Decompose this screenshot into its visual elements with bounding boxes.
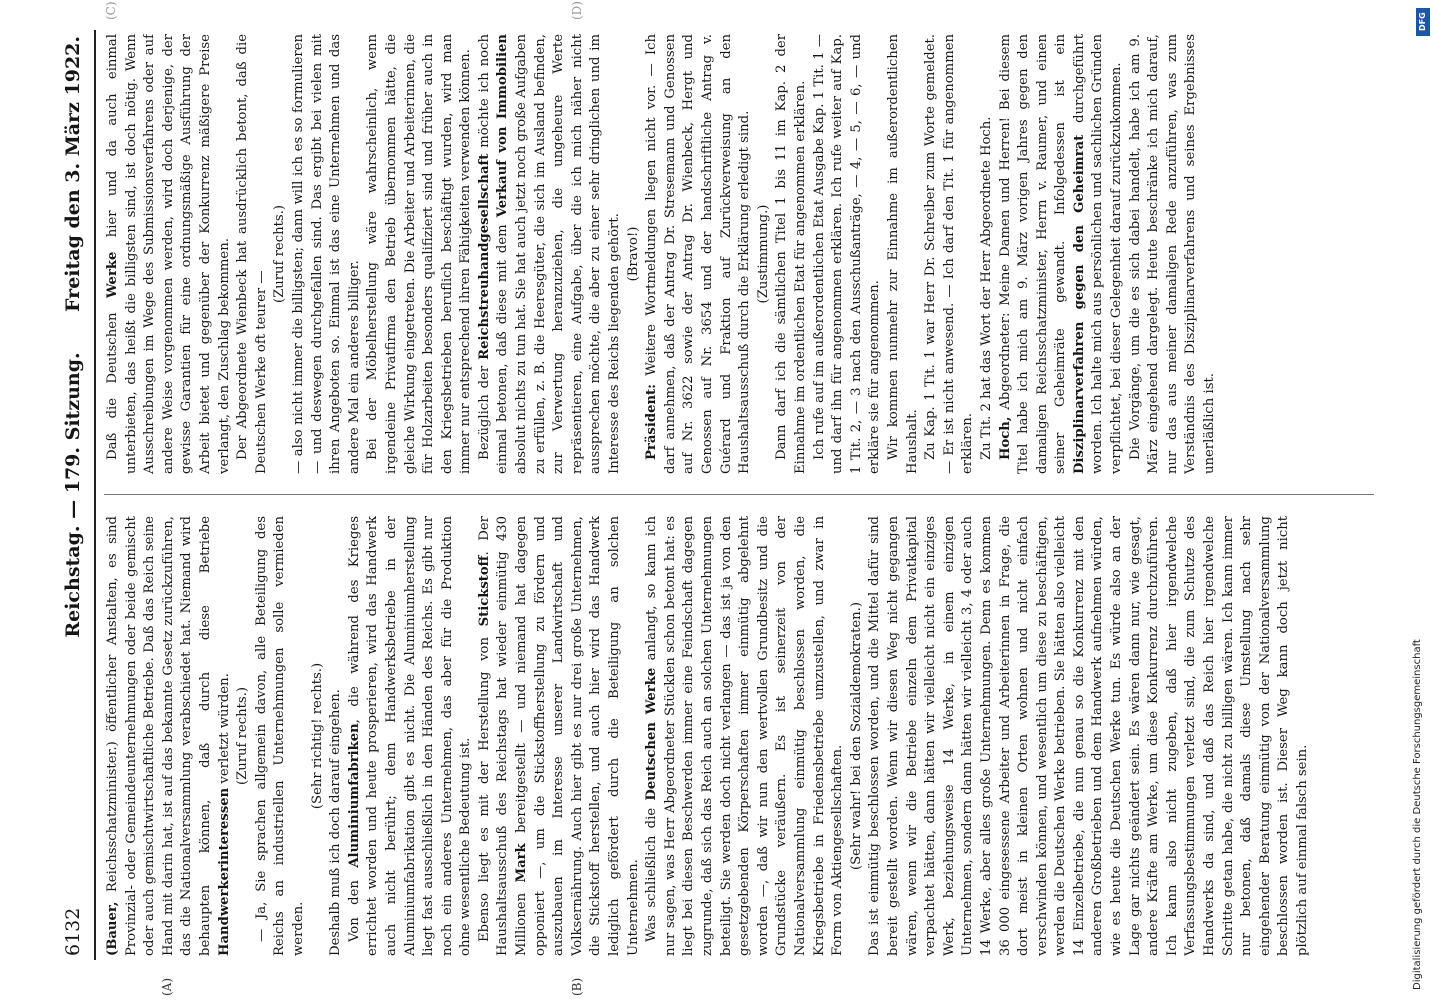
right-column (104, 34, 1374, 474)
session-title: Reichstag. — 179. Sitzung. (62, 352, 84, 638)
paragraph: Dann darf ich die sämtlichen Titel 1 bis 11 im Kap. 2 der Einnahme im ordentlichen Etat für angenommen erklären. (774, 34, 808, 474)
paragraph: Bezüglich der Reichstreuhandgesellschaft möchte ich noch einmal betonen, daß diese mit dem Verkauf von Immobilien absolut nichts zu tun hat. Sie hat auch jetzt noch große Aufgaben zu erfüllen, z. B. die Heeresgüter, die sich im Ausland befinden, zur Verwertung heranzuziehen, die ungeheure Werte repräsentieren, eine Aufgabe, über die ich mich näher nicht aussprechen möchte, die aber zu einer sehr dringlichen und im Interesse des Reichs liegenden gehört. (476, 34, 623, 474)
page-number: 6132 (62, 907, 84, 956)
interjection: (Zuruf rechts.) (272, 204, 288, 304)
margin-marker-c: (C) (104, 1, 118, 20)
paragraph: (Bauer, Reichsschatzminister.) öffentlicher Anstalten, es sind Provinzial- oder Gemeindeunternehmungen oder beide gemischt oder auch gemischtwirtschaftliche Betriebe. Daß das Reich seine Hand mit darin hat, ist auf das bekannte Gesetz zurückzuführen, das die Nationalversammlung verabschiedet hat. Niemand wird behaupten können, daß durch diese Betriebe Handwerkerinteressen verletzt würden. (105, 516, 232, 956)
paragraph: Präsident: Weitere Wortmeldungen liegen nicht vor. — Ich darf annehmen, daß der Antrag Dr. Stresemann und Genossen auf Nr. 3622 sowie der Antrag Dr. Wienbeck, Hergt und Genossen auf Nr. 3654 und der handschriftliche Antrag v. Guérard und Fraktion auf Zurückverweisung an den Haushaltsausschuß durch die Erklärung erledigt sind. (644, 34, 753, 474)
paragraph: Ebenso liegt es mit der Herstellung von Stickstoff. Der Haushaltsausschuß des Reichstags hat wieder einmütig 430 Millionen Mark bereitgestellt — und niemand hat dagegen opponiert —, um die Stickstoffherstellung zu fördern und auszubauen im Interesse unserer Landwirtschaft und Volksernährung. Auch hier gibt es nur drei große Unternehmen, die Stickstoff herstellen, und auch hier wird das Handwerk lediglich gefördert durch die Beteiligung an solchen Unternehmen. (476, 516, 641, 956)
dfg-logo: DFG (1416, 8, 1430, 36)
interjection: (Zustimmung.) (755, 204, 771, 304)
document-page (50, 1, 1390, 996)
paragraph: Zu Kap. 1 Tit. 1 war Herr Dr. Schreiber zum Worte gemeldet. — Er ist nicht anwesend. — Ich darf den Tit. 1 für angenommen erklären. (923, 34, 976, 474)
margin-marker-b: (B) (570, 977, 584, 996)
margin-marker-d: (D) (570, 1, 584, 20)
paragraph: Daß die Deutschen Werke hier und da auch einmal unterbieten, das heißt die billigsten sind, ist doch nötig. Wenn Ausschreibungen im Wege des Submissionsverfahrens oder auf andere Weise vorgenommen werden, wird doch derjenige, der gewisse Garantien für eine ordnungsmäßige Ausführung der Arbeit bietet und gegenüber der Konkurrenz mäßigere Preise verlangt, den Zuschlag bekommen. (105, 34, 232, 474)
margin-marker-a: (A) (160, 977, 174, 996)
paragraph: Die Vorgänge, um die es sich dabei handelt, habe ich am 9. März eingehend dargelegt. Heute beschränke ich mich darauf, nur das aus meiner damaligen Rede anzuführen, was zum Verständnis des Disziplinarverfahrens und seines Ergebnisses unerläßlich ist. (1127, 34, 1218, 474)
paragraph: Das ist einmütig beschlossen worden, und die Mittel dafür sind bereit gestellt worden. Wenn wir diesen Weg nicht gegangen wären, wenn wir die Betriebe einzeln dem Privatkapital verpachtet hätten, dann hätten wir vielleicht nicht ein einziges Werk, beziehungsweise 14 Werke, in einem einzigen Unternehmen, sondern dann hätten wir vielleicht 3, 4 oder auch 14 Werke, aber alles große Unternehmungen. Denn es kommen 36 000 eingesessene Arbeiter und Arbeiterinnen in Frage, die dort meist in kleinen Orten wohnen und nicht einfach verschwinden können, und wesentlich um diese zu beschäftigen, werden die Deutschen Werke betrieben. Sie hätten also vielleicht 14 Einzelbetriebe, die nun genau so die Konkurrenz mit den anderen Großbetrieben und dem Handwerk aufnehmen würden, wie es heute die Deutschen Werke tun. Es würde also an der Lage gar nichts geändert sein. Es wären dann nur, wie gesagt, andere Kräfte am Werke, um diese Konkurrenz durchzuführen. Ich kann also nicht zugeben, daß hier irgendwelche Verfassungsbestimmungen verletzt sind, die zum Schutze des Handwerks da sind, und daß das Reich hier irgendwelche Schritte getan habe, die nicht zu billigen wären. Ich kann immer nur betonen, daß damals diese Umstellung nach sehr eingehender Beratung einmütig von der Nationalversammlung beschlossen worden ist. Dieser Weg kann doch jetzt nicht plötzlich auf einmal falsch sein. (867, 516, 1310, 956)
paragraph: Hoch, Abgeordneter: Meine Damen und Herren! Bei diesem Titel habe ich mich am 9. März vorigen Jahres gegen den damaligen Reichsschatzminister, Herrn v. Raumer, und einen seiner Geheimräte gewandt. Infolgedessen ist ein Disziplinarverfahren gegen den Geheimrat durchgeführt worden. Ich halte mich aus persönlichen und sachlichen Gründen verpflichtet, bei dieser Gelegenheit darauf zurückzukommen. (997, 34, 1125, 474)
interjection: (Zuruf rechts.) (235, 686, 251, 786)
paragraph: Deshalb muß ich doch darauf eingehen. (328, 689, 344, 956)
paragraph: Bei der Möbelherstellung wäre wahrscheinlich, wenn irgendeine Privatfirma den Betrieb übernommen hätte, die gleiche Wirkung eingetreten. Die Arbeiter und Arbeiterinnen, die für Holzarbeiten besonders qualifiziert sind und früher auch in den Kriegsbetrieben beruflich beschäftigt wurden, wird man immer nur entsprechend ihren Fähigkeiten verwenden können. (365, 34, 474, 474)
paragraph: Zu Tit. 2 hat das Wort der Herr Abgeordnete Hoch. (978, 116, 994, 460)
interjection: (Sehr wahr! bei den Sozialdemokraten.) (848, 602, 864, 870)
column-divider (104, 494, 1374, 495)
interjection: (Bravo!) (625, 226, 641, 282)
paragraph: Von den Aluminiumfabriken, die während des Krieges errichtet worden und heute prosperieren, wird das Handwerk auch nicht berührt; denn Handwerksbetriebe in der Aluminiumfabrikation gibt es nicht. Die Aluminiumherstellung liegt fast ausschließlich in den Händen des Reichs. Es gibt nur noch ein anderes Unternehmen, das aber für die Produktion ohne wesentliche Bedeutung ist. (346, 516, 474, 956)
digitization-credit: Digitalisierung gefördert durch die Deutsche Forschungsgemeinschaft (1412, 639, 1423, 990)
paragraph: Ich rufe auf im außerordentlichen Etat Ausgabe Kap. 1 Tit. 1 — und darf ihn für angenommen erklären. Ich rufe weiter auf Kap. 1 Tit. 2, — 3 nach den Ausschußanträge, — 4, — 5, — 6, — und erkläre sie für angenommen. (811, 34, 883, 474)
paragraph: — Ja, Sie sprachen allgemein davon, alle Beteiligung des Reichs an industriellen Unternehmungen solle vermieden werden. (253, 516, 306, 956)
page-header (50, 30, 96, 960)
paragraph: Wir kommen nunmehr zur Einnahme im außerordentlichen Haushalt. (885, 34, 920, 474)
paragraph: Der Abgeordnete Wienbeck hat ausdrücklich betont, daß die Deutschen Werke oft teurer — (235, 34, 269, 474)
session-date: Freitag den 3. März 1922. (62, 36, 84, 312)
paragraph: Was schließlich die Deutschen Werke anlangt, so kann ich nur sagen, was Herr Abgeordneter Stücklen schon betont hat: es liegt bei diesen Beschwerden immer eine Feindschaft dagegen zugrunde, daß sich das Reich auch an solchen Unternehmungen beteiligt. Sie werden doch nicht verlangen — das ist ja von den gesetzgebenden Körperschaften immer einmütig abgelehnt worden —, daß wir nun den wertvollen Grundbesitz und die Grundstücke veräußern. Es ist seinerzeit von der Nationalversammlung einmütig beschlossen worden, die Kriegsbetriebe in Friedensbetriebe umzustellen, und zwar in Form von Aktiengesellschaften. (644, 516, 846, 956)
paragraph: — also nicht immer die billigsten; dann will ich es so formulieren — und deswegen durchgefallen sind. Das ergibt bei vielen mit ihren Angeboten so. Einmal ist das eine Unternehmen und das andere Mal ein anderes billiger. (290, 34, 362, 474)
left-column (104, 516, 1374, 956)
interjection: (Sehr richtig! rechts.) (309, 662, 325, 810)
